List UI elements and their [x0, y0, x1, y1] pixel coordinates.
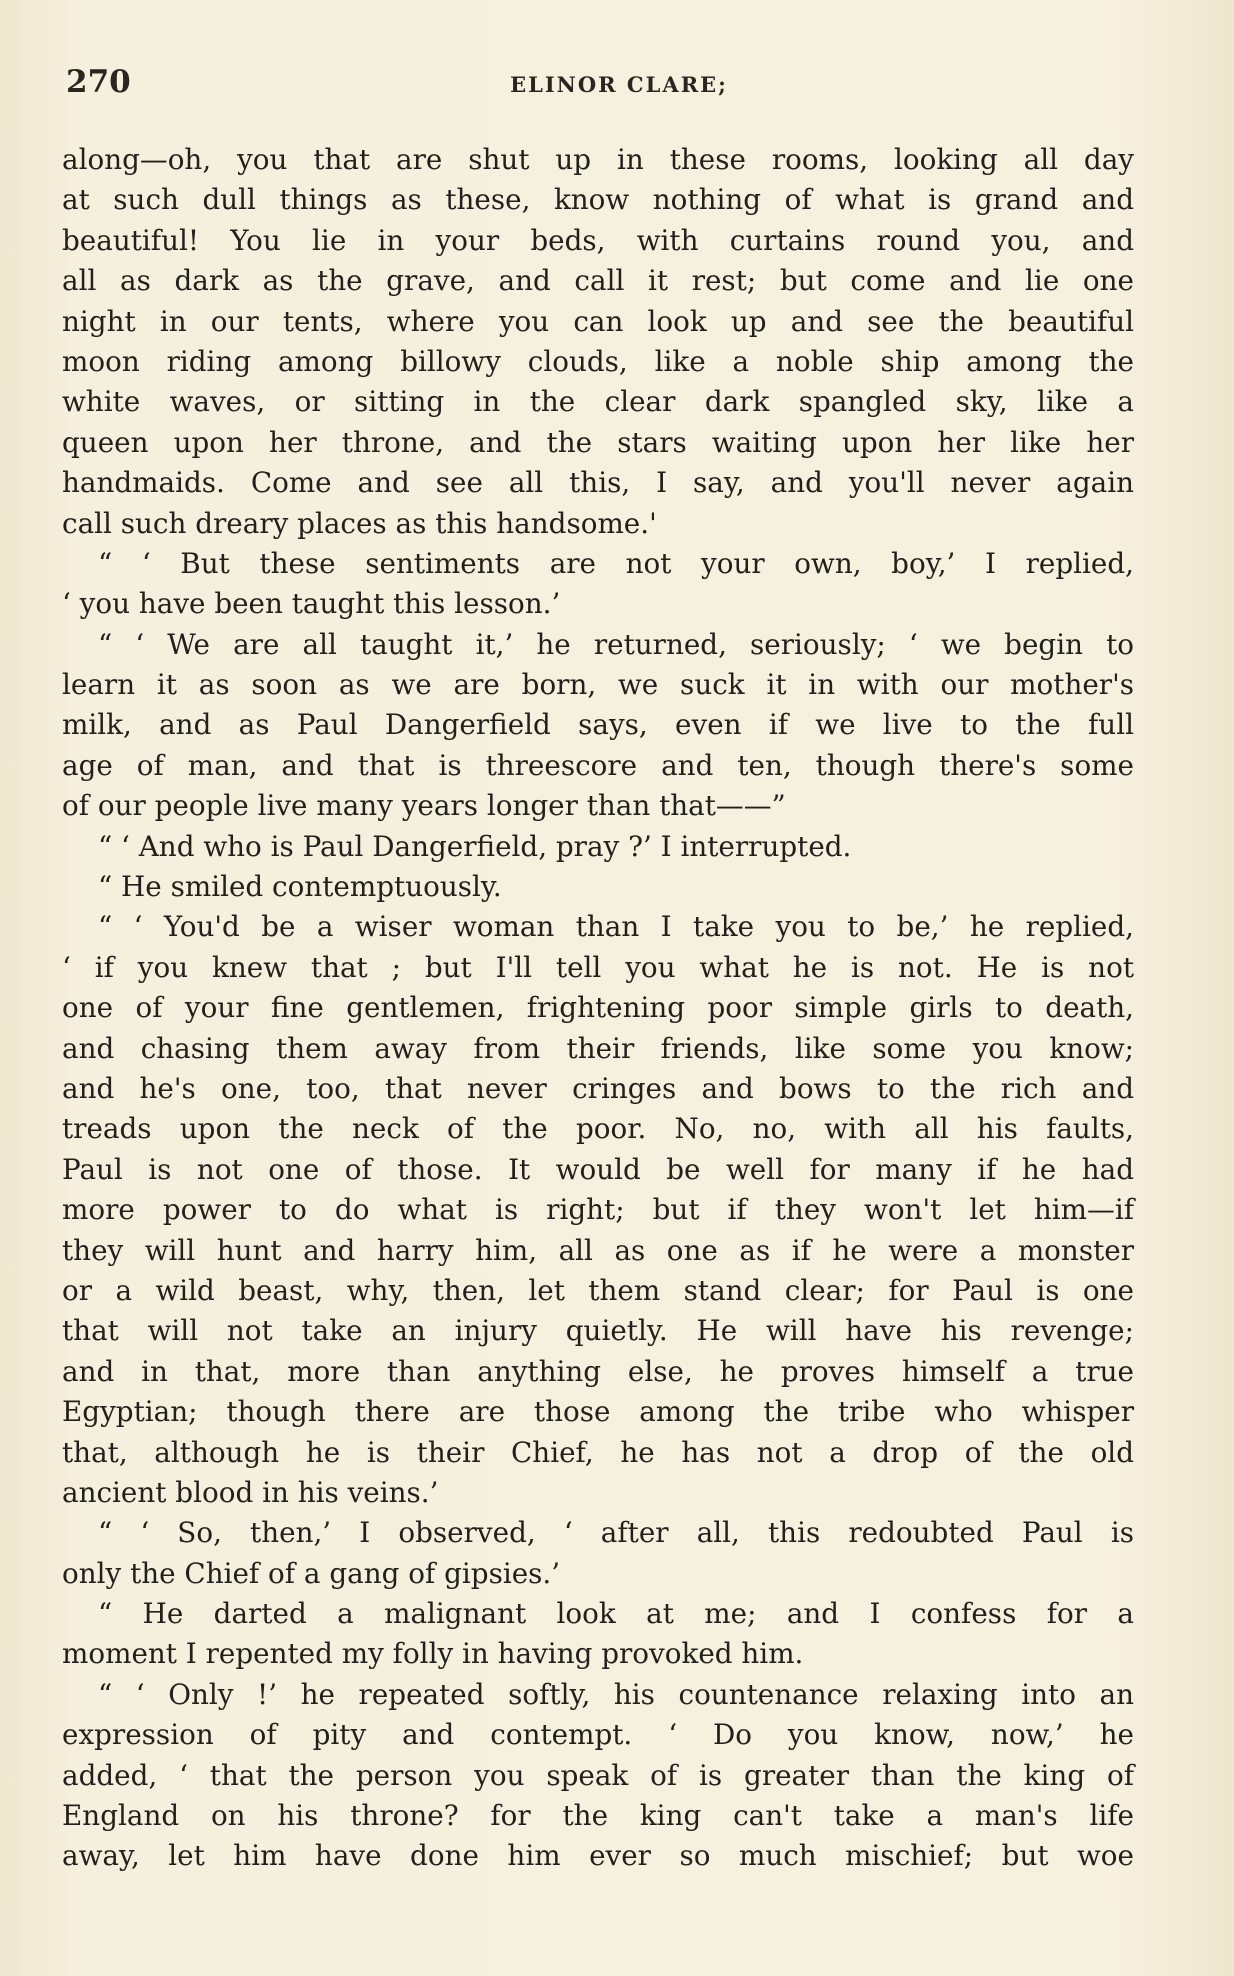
text-line: moon riding among billowy clouds, like a noble ship among the — [62, 344, 1134, 378]
text-line: and chasing them away from their friends, like some you know; — [62, 1031, 1134, 1065]
text-line: Paul is not one of those. It would be well for many if he had — [62, 1152, 1134, 1186]
text-line: ‘ you have been taught this lesson.’ — [62, 587, 561, 621]
text-line: milk, and as Paul Dangerfield says, even if we live to the full — [62, 708, 1134, 742]
text-line: that, although he is their Chief, he has not a drop of the old — [62, 1435, 1134, 1469]
text-line: beautiful! You lie in your beds, with curtains round you, and — [62, 223, 1134, 257]
body-text — [62, 140, 1134, 1877]
text-line: call such dreary places as this handsome.' — [62, 506, 657, 540]
text-line: white waves, or sitting in the clear dark spangled sky, like a — [62, 385, 1134, 419]
text-line: and in that, more than anything else, he proves himself a true — [62, 1354, 1134, 1388]
text-line: they will hunt and harry him, all as one as if he were a monster — [62, 1233, 1134, 1267]
text-line: along—oh, you that are shut up in these rooms, looking all day — [62, 143, 1134, 176]
text-line: handmaids. Come and see all this, I say, and you'll never again — [62, 466, 1134, 500]
text-line: only the Chief of a gang of gipsies.’ — [62, 1556, 561, 1590]
text-line: England on his throne? for the king can't take a man's life — [62, 1799, 1134, 1833]
text-line: expression of pity and contempt. ‘ Do you know, now,’ he — [62, 1718, 1134, 1752]
text-line: queen upon her throne, and the stars waiting upon her like her — [62, 425, 1134, 459]
text-line: that will not take an injury quietly. He will have his revenge; — [62, 1314, 1134, 1348]
text-line: “ ‘ And who is Paul Dangerfield, pray ?’ I interrupted. — [98, 829, 852, 863]
text-line: away, let him have done him ever so much mischief; but woe — [62, 1839, 1134, 1873]
text-line: ‘ if you knew that ; but I'll tell you what he is not. He is not — [62, 950, 1134, 984]
text-line: night in our tents, where you can look up and see the beautiful — [62, 304, 1134, 338]
text-line: age of man, and that is threescore and ten, though there's some — [62, 748, 1134, 782]
text-line: “ He darted a malignant look at me; and I confess for a — [98, 1597, 1134, 1631]
text-line: “ ‘ We are all taught it,’ he returned, seriously; ‘ we begin to — [98, 627, 1134, 661]
text-line: added, ‘ that the person you speak of is greater than the king of — [62, 1758, 1134, 1792]
text-line: Egyptian; though there are those among the tribe who whisper — [62, 1395, 1134, 1429]
text-line: “ ‘ Only !’ he repeated softly, his countenance relaxing into an — [98, 1677, 1134, 1711]
text-line: all as dark as the grave, and call it rest; but come and lie one — [62, 264, 1134, 298]
text-line: of our people live many years longer than that——” — [62, 789, 786, 823]
text-line: ancient blood in his veins.’ — [62, 1475, 439, 1509]
text-line: one of your fine gentlemen, frightening poor simple girls to death, — [62, 991, 1134, 1025]
text-line: learn it as soon as we are born, we suck it in with our mother's — [62, 668, 1134, 702]
running-head: ELINOR CLARE; — [510, 72, 728, 97]
page-header — [66, 64, 1132, 114]
page-number: 270 — [66, 64, 131, 100]
text-line: more power to do what is right; but if they won't let him—if — [62, 1193, 1134, 1227]
text-line: at such dull things as these, know nothing of what is grand and — [62, 183, 1134, 217]
text-line: or a wild beast, why, then, let them stand clear; for Paul is one — [62, 1273, 1134, 1307]
text-line: “ ‘ So, then,’ I observed, ‘ after all, this redoubted Paul is — [98, 1516, 1134, 1550]
text-line: “ He smiled contemptuously. — [98, 870, 502, 904]
text-line: treads upon the neck of the poor. No, no, with all his faults, — [62, 1112, 1134, 1146]
text-line: “ ‘ But these sentiments are not your own, boy,’ I replied, — [98, 546, 1134, 580]
text-line: moment I repented my folly in having provoked him. — [62, 1637, 804, 1671]
text-line: “ ‘ You'd be a wiser woman than I take you to be,’ he replied, — [98, 910, 1134, 944]
text-line: and he's one, too, that never cringes and bows to the rich and — [62, 1071, 1134, 1105]
